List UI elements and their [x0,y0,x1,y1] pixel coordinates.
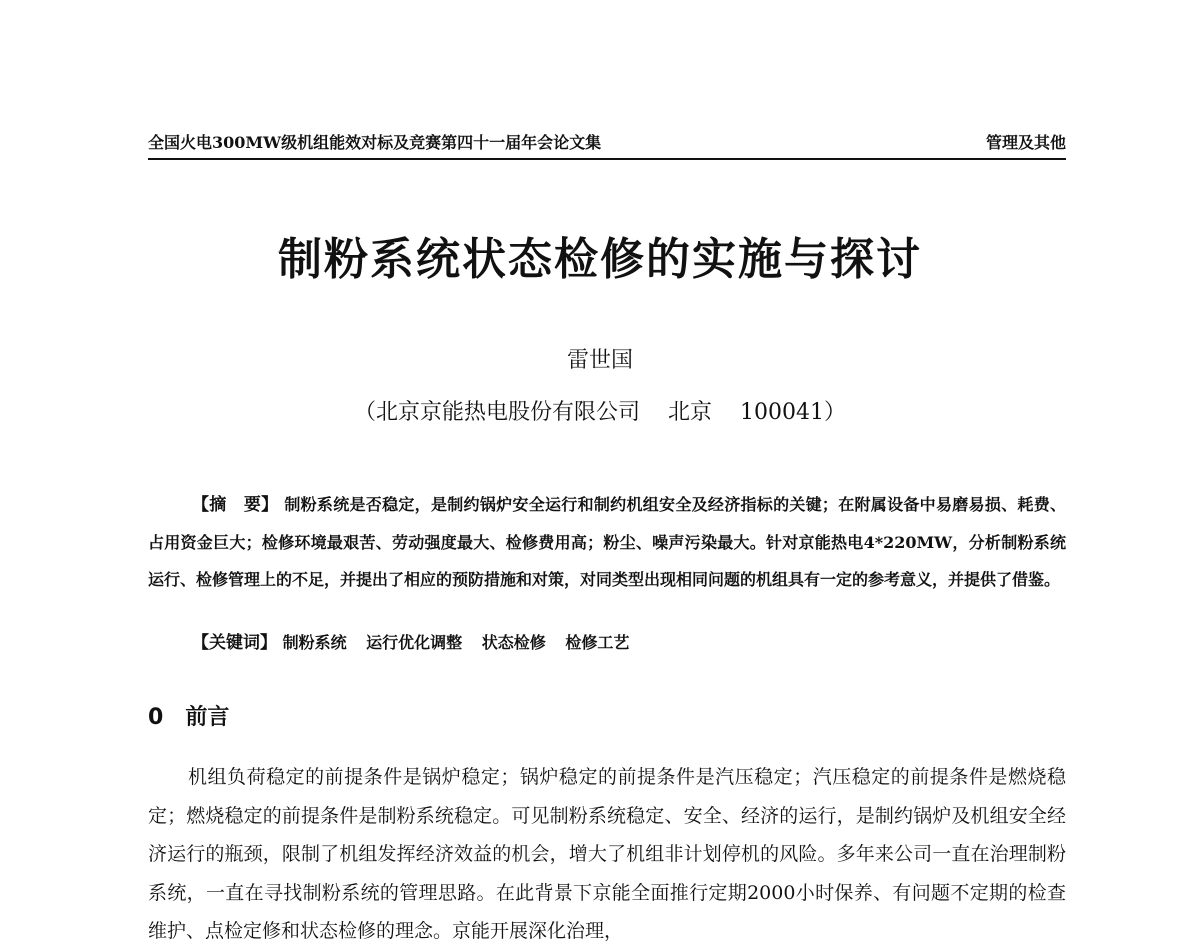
keywords [192,628,643,658]
section-number: 0 [148,705,164,730]
author-affiliation [0,398,1200,428]
affiliation-open-paren: （ [353,400,376,425]
abstract-label: 【摘 要】 [192,495,279,515]
abstract [148,486,1066,598]
affiliation-organization: 北京京能热电股份有限公司 [376,400,641,425]
body-paragraph: 机组负荷稳定的前提条件是锅炉稳定；锅炉稳定的前提条件是汽压稳定；汽压稳定的前提条件是燃烧稳定；燃烧稳定的前提条件是制粉系统稳定。可见制粉系统稳定、安全、经济的运行，是制约锅炉及机组安全经济运行的瓶颈，限制了机组发挥经济效益的机会，增大了机组非计划停机的风险。多年来公司一直在治理制粉系统，一直在寻找制粉系统的管理思路。在此背景下京能全面推行定期2000小时保养、有问题不定期的检查维护、点检定修和状态检修的理念。京能开展深化治理， [148,766,1066,942]
keyword-item: 检修工艺 [565,633,630,652]
section-title: 前言 [185,705,230,730]
paper-title: 制粉系统状态检修的实施与探讨 [278,234,922,285]
keyword-item: 制粉系统 [282,633,347,652]
header-proceedings-title: 全国火电300MW级机组能效对标及竞赛第四十一届年会论文集 [148,133,602,152]
author-name: 雷世国 [566,348,633,373]
keywords-label: 【关键词】 [192,633,277,653]
keyword-item: 运行优化调整 [366,633,463,652]
header-section-name: 管理及其他 [985,133,1066,152]
keyword-item: 状态检修 [481,633,546,652]
affiliation-city: 北京 [668,400,713,425]
section-heading [148,702,229,734]
abstract-text: 制粉系统是否稳定，是制约锅炉安全运行和制约机组安全及经济指标的关键；在附属设备中易磨易损、耗费、占用资金巨大；检修环境最艰苦、劳动强度最大、检修费用高；粉尘、噪声污染最大。针对京能热电4*220MW，分析制粉系统运行、检修管理上的不足，并提出了相应的预防措施和对策，对同类型出现相同问题的机组具有一定的参考意义，并提供了借鉴。 [148,495,1067,589]
affiliation-postcode: 100041 [740,400,824,425]
running-header [148,132,1066,160]
affiliation-close-paren: ） [823,400,846,425]
